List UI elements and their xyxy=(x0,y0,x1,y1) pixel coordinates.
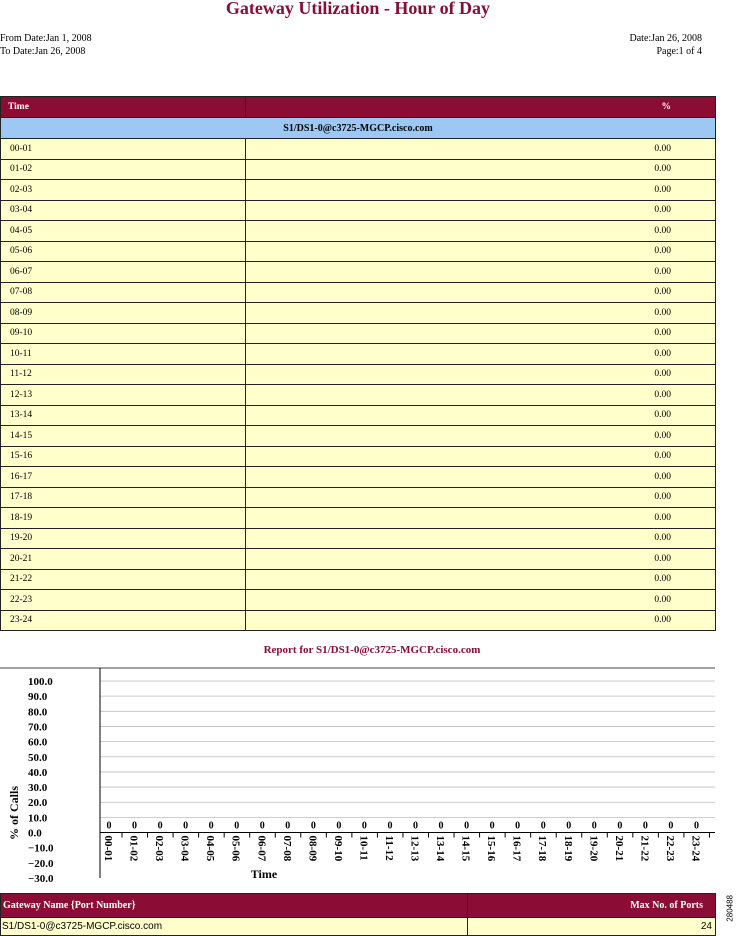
data-label: 0 xyxy=(285,820,291,832)
data-label: 0 xyxy=(693,820,699,832)
data-label: 0 xyxy=(642,820,648,832)
table-row xyxy=(1,180,716,201)
x-tick-label: 06-07 xyxy=(255,835,268,862)
table-row xyxy=(1,262,716,283)
row-time: 18-19 xyxy=(1,508,246,529)
table-row xyxy=(1,528,716,549)
date-range xyxy=(0,32,92,58)
row-time: 00-01 xyxy=(1,139,246,160)
data-label: 0 xyxy=(132,820,138,832)
table-row xyxy=(1,364,716,385)
gateway-max-ports: 24 xyxy=(467,918,715,936)
x-tick-label: 00-01 xyxy=(102,835,114,862)
x-tick-label: 01-02 xyxy=(127,835,140,862)
data-label: 0 xyxy=(259,820,265,832)
x-tick-label: 05-06 xyxy=(229,835,242,862)
row-percent: 0.00 xyxy=(246,590,716,611)
data-label: 0 xyxy=(438,820,444,832)
y-tick-label: 60.0 xyxy=(28,736,48,749)
data-label: 0 xyxy=(515,820,521,832)
row-percent: 0.00 xyxy=(246,467,716,488)
table-row xyxy=(1,487,716,508)
row-time: 14-15 xyxy=(1,426,246,447)
y-tick-label: 50.0 xyxy=(28,751,48,764)
to-date: To Date:Jan 26, 2008 xyxy=(0,46,86,57)
col-header-gateway-name: Gateway Name {Port Number} xyxy=(1,894,468,918)
data-label: 0 xyxy=(617,820,623,832)
row-percent: 0.00 xyxy=(246,139,716,160)
table-row xyxy=(1,385,716,406)
table-row xyxy=(1,426,716,447)
page-number: Page:1 of 4 xyxy=(656,46,702,57)
row-percent: 0.00 xyxy=(246,528,716,549)
row-time: 11-12 xyxy=(1,364,246,385)
row-percent: 0.00 xyxy=(246,385,716,406)
y-tick-label: 40.0 xyxy=(28,766,48,779)
row-percent: 0.00 xyxy=(246,344,716,365)
y-tick-label: 100.0 xyxy=(28,676,53,688)
col-header-max-ports: Max No. of Ports xyxy=(467,894,715,918)
table-row xyxy=(1,159,716,180)
x-tick-label: 03-04 xyxy=(178,835,191,862)
row-time: 05-06 xyxy=(1,241,246,262)
table-row xyxy=(1,405,716,426)
x-tick-label: 22-23 xyxy=(663,835,676,862)
row-time: 20-21 xyxy=(1,549,246,570)
table-row xyxy=(1,323,716,344)
table-row xyxy=(1,221,716,242)
row-percent: 0.00 xyxy=(246,262,716,283)
data-label: 0 xyxy=(668,820,674,832)
y-tick-label: 90.0 xyxy=(28,691,48,704)
utilization-chart xyxy=(0,668,728,883)
data-label: 0 xyxy=(208,820,214,832)
table-row xyxy=(1,610,716,631)
row-percent: 0.00 xyxy=(246,221,716,242)
row-time: 13-14 xyxy=(1,405,246,426)
row-percent: 0.00 xyxy=(246,446,716,467)
x-tick-label: 21-22 xyxy=(638,835,651,862)
y-axis-title: % of Calls xyxy=(7,786,21,840)
row-percent: 0.00 xyxy=(246,200,716,221)
row-percent: 0.00 xyxy=(246,487,716,508)
row-time: 02-03 xyxy=(1,180,246,201)
table-row xyxy=(1,344,716,365)
data-label: 0 xyxy=(157,820,163,832)
data-label: 0 xyxy=(183,820,189,832)
y-tick-label: 70.0 xyxy=(28,721,48,734)
data-label: 0 xyxy=(387,820,393,832)
row-time: 22-23 xyxy=(1,590,246,611)
data-label: 0 xyxy=(106,820,112,832)
row-time: 08-09 xyxy=(1,303,246,324)
data-label: 0 xyxy=(489,820,495,832)
y-tick-label: 0.0 xyxy=(28,827,42,840)
data-label: 0 xyxy=(413,820,418,832)
table-row xyxy=(1,139,716,160)
x-tick-label: 17-18 xyxy=(536,835,549,862)
data-label: 0 xyxy=(310,820,316,832)
col-header-percent: % xyxy=(246,97,716,118)
table-row xyxy=(1,549,716,570)
y-tick-label: −10.0 xyxy=(28,842,54,855)
x-tick-label: 09-10 xyxy=(331,835,344,862)
y-tick-label: 30.0 xyxy=(28,782,48,795)
row-percent: 0.00 xyxy=(246,303,716,324)
x-tick-label: 23-24 xyxy=(689,835,702,862)
figure-id: 280488 xyxy=(726,895,735,922)
row-time: 06-07 xyxy=(1,262,246,283)
row-percent: 0.00 xyxy=(246,323,716,344)
row-percent: 0.00 xyxy=(246,364,716,385)
row-percent: 0.00 xyxy=(246,282,716,303)
row-percent: 0.00 xyxy=(246,549,716,570)
table-row xyxy=(1,282,716,303)
x-tick-label: 10-11 xyxy=(357,835,370,861)
row-percent: 0.00 xyxy=(246,610,716,631)
x-tick-label: 14-15 xyxy=(459,835,472,862)
row-time: 15-16 xyxy=(1,446,246,467)
row-time: 17-18 xyxy=(1,487,246,508)
table-row xyxy=(1,467,716,488)
data-label: 0 xyxy=(234,820,240,832)
row-time: 04-05 xyxy=(1,221,246,242)
row-time: 21-22 xyxy=(1,569,246,590)
x-tick-label: 20-21 xyxy=(612,835,625,862)
row-percent: 0.00 xyxy=(246,569,716,590)
y-tick-label: −30.0 xyxy=(28,873,54,885)
x-tick-label: 11-12 xyxy=(382,835,395,861)
x-tick-label: 12-13 xyxy=(408,835,421,862)
row-time: 01-02 xyxy=(1,159,246,180)
row-time: 16-17 xyxy=(1,467,246,488)
report-meta xyxy=(630,32,703,58)
row-percent: 0.00 xyxy=(246,180,716,201)
row-time: 19-20 xyxy=(1,528,246,549)
table-row xyxy=(1,590,716,611)
x-tick-label: 08-09 xyxy=(306,835,319,862)
table-row xyxy=(1,303,716,324)
utilization-table xyxy=(0,96,716,631)
x-axis-title: Time xyxy=(250,867,278,881)
table-row xyxy=(1,200,716,221)
data-label: 0 xyxy=(566,820,572,832)
y-tick-label: 20.0 xyxy=(28,797,48,810)
report-for-title: Report for S1/DS1-0@c3725-MGCP.cisco.com xyxy=(263,644,481,656)
table-row xyxy=(1,569,716,590)
row-time: 10-11 xyxy=(1,344,246,365)
table-row xyxy=(1,241,716,262)
x-tick-label: 04-05 xyxy=(204,835,217,862)
row-time: 23-24 xyxy=(1,610,246,631)
row-time: 09-10 xyxy=(1,323,246,344)
row-time: 03-04 xyxy=(1,200,246,221)
data-label: 0 xyxy=(591,820,597,832)
table-row xyxy=(1,446,716,467)
x-tick-label: 19-20 xyxy=(587,835,600,862)
y-tick-label: 80.0 xyxy=(28,706,48,719)
group-header: S1/DS1-0@c3725-MGCP.cisco.com xyxy=(1,118,716,139)
gateway-table xyxy=(0,893,716,936)
row-percent: 0.00 xyxy=(246,159,716,180)
gateway-name: S1/DS1-0@c3725-MGCP.cisco.com xyxy=(1,918,468,936)
from-date: From Date:Jan 1, 2008 xyxy=(0,33,92,44)
row-percent: 0.00 xyxy=(246,241,716,262)
data-label: 0 xyxy=(464,820,470,832)
x-tick-label: 02-03 xyxy=(153,835,166,862)
row-percent: 0.00 xyxy=(246,508,716,529)
data-label: 0 xyxy=(540,820,546,832)
report-date: Date:Jan 26, 2008 xyxy=(629,33,702,44)
y-tick-label: −20.0 xyxy=(28,857,54,870)
col-header-time: Time xyxy=(1,97,246,118)
row-time: 07-08 xyxy=(1,282,246,303)
data-label: 0 xyxy=(361,820,367,832)
row-percent: 0.00 xyxy=(246,405,716,426)
x-tick-label: 13-14 xyxy=(434,835,447,862)
table-row xyxy=(1,508,716,529)
x-tick-label: 15-16 xyxy=(485,835,498,862)
report-title: Gateway Utilization - Hour of Day xyxy=(225,0,491,18)
y-tick-label: 10.0 xyxy=(28,812,48,825)
row-percent: 0.00 xyxy=(246,426,716,447)
x-tick-label: 18-19 xyxy=(561,835,574,862)
data-label: 0 xyxy=(336,820,342,832)
x-tick-label: 07-08 xyxy=(280,835,293,862)
x-tick-label: 16-17 xyxy=(510,835,523,862)
row-time: 12-13 xyxy=(1,385,246,406)
